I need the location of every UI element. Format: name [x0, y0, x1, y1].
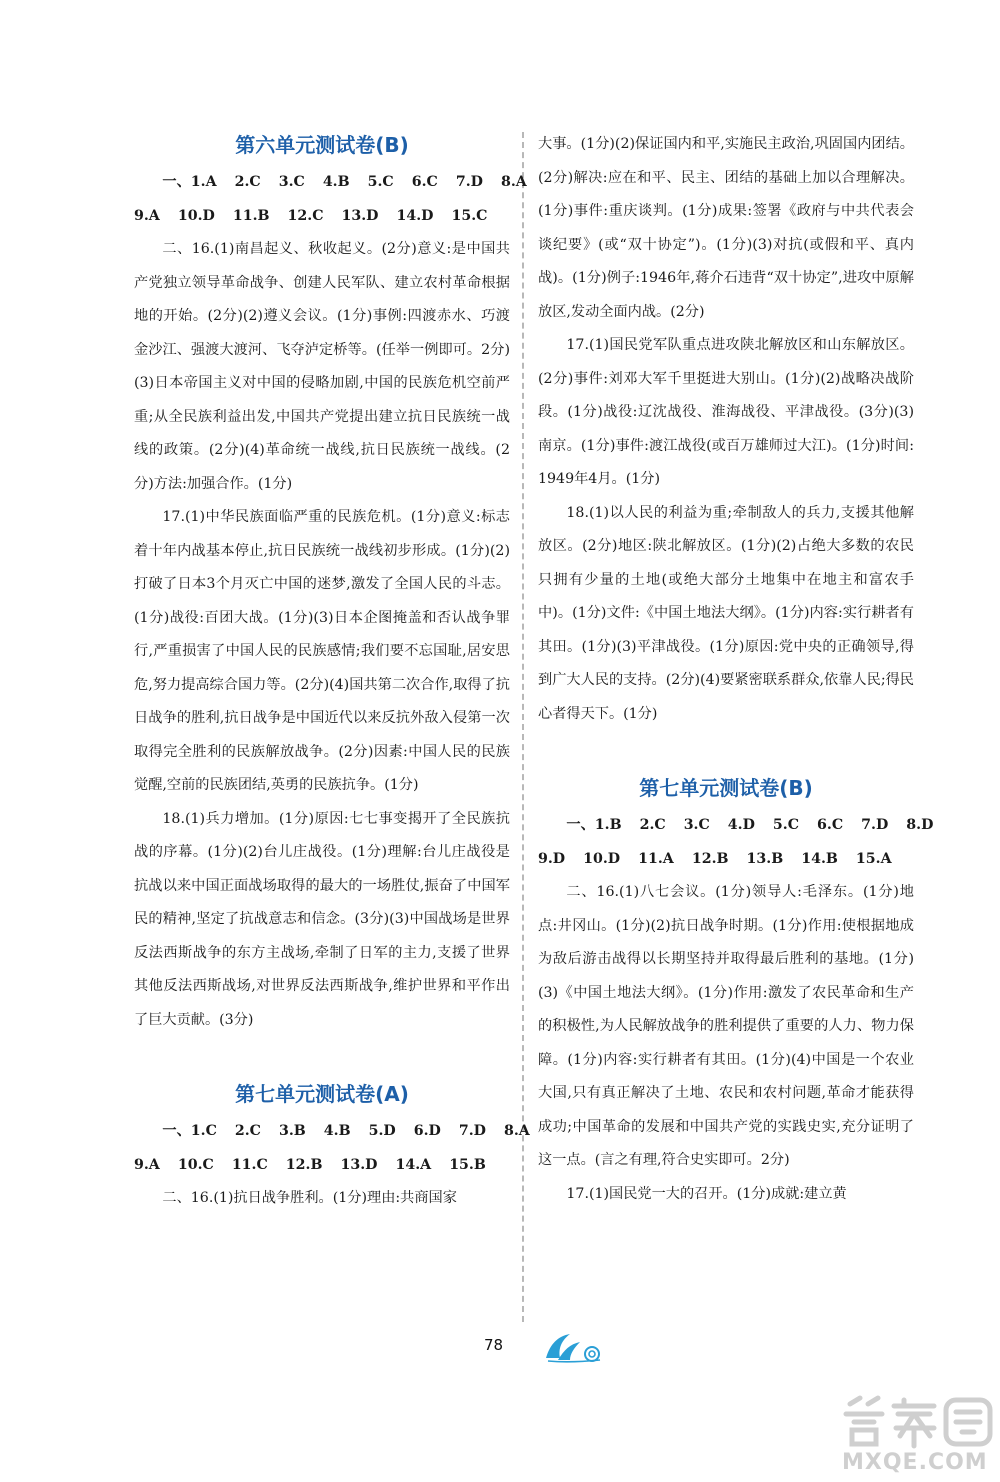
answer-item: 6.C	[817, 817, 844, 833]
section-7a-q18: 18.(1)以人民的利益为重;牵制敌人的兵力,支援其他解放区。(2分)地区:陕北解放区。(1分)(2)占绝大多数的农民只拥有少量的土地(或绝大部分土地集中在地主和富农手中)。(1分)文件:《中国土地法大纲》。(1分)内容:实行耕者有其田。(1分)(3)平津战役。(1分)原因:党中央的正确领导,得到广大人民的支持。(2分)(4)要紧密联系群众,依靠人民;得民心者得天下。(1分)	[538, 504, 914, 722]
section-7a-heading: 第七单元测试卷(A)	[235, 1082, 409, 1106]
answer-item: 7.D	[861, 817, 889, 833]
answer-item: 7.D	[455, 174, 483, 190]
answer-item: 3.C	[683, 817, 710, 833]
swirl-ornament-icon	[540, 1330, 612, 1364]
answer-item: 9.A	[134, 207, 160, 224]
watermark	[838, 1392, 998, 1478]
answer-item: 一、1.A	[162, 174, 217, 190]
answer-item: 一、1.B	[566, 817, 622, 833]
answer-item: 5.C	[367, 174, 394, 190]
answer-item: 5.C	[772, 817, 800, 833]
answer-item: 4.B	[323, 1123, 351, 1139]
answer-item: 15.B	[449, 1156, 486, 1173]
section-7b-q17-start: 17.(1)国民党一大的召开。(1分)成就:建立黄	[566, 1185, 847, 1202]
section-6b-q18: 18.(1)兵力增加。(1分)原因:七七事变揭开了全民族抗战的序幕。(1分)(2)台儿庄战役。(1分)理解:台儿庄战役是抗战以来中国正面战场取得的最大的一场胜仗,振奋了中国军民的精神,坚定了抗战意志和信念。(3分)(3)中国战场是世界反法西斯战争的东方主战场,牵制了日军的主力,支援了世界其他反法西斯战场,对世界反法西斯战争,维护世界和平作出了巨大贡献。(3分)	[134, 810, 510, 1028]
answer-item: 13.D	[341, 207, 379, 224]
answer-item: 2.C	[639, 817, 666, 833]
section-7b-heading: 第七单元测试卷(B)	[639, 776, 813, 800]
answer-item: 8.A	[500, 174, 527, 190]
answer-item: 14.D	[396, 207, 434, 224]
answer-item: 3.B	[278, 1123, 306, 1139]
answer-item: 2.C	[234, 1123, 261, 1139]
answer-row	[134, 166, 527, 200]
answer-item: 15.C	[451, 207, 488, 224]
answer-item: 9.A	[134, 1156, 160, 1173]
answer-item: 14.B	[801, 850, 838, 867]
answer-item: 12.B	[285, 1156, 323, 1173]
section-6b-choice-answers	[134, 166, 527, 233]
section-6b-heading: 第六单元测试卷(B)	[235, 133, 409, 157]
left-column	[134, 128, 530, 1216]
answer-row	[538, 809, 934, 843]
answer-item: 13.D	[340, 1156, 378, 1173]
right-column	[538, 128, 934, 1211]
section-7a-choice-answers	[134, 1115, 530, 1182]
answer-item: 6.D	[413, 1123, 441, 1139]
answer-item: 7.D	[458, 1123, 486, 1139]
answer-item: 4.B	[322, 174, 350, 190]
section-7b-q16: 二、16.(1)八七会议。(1分)领导人:毛泽东。(1分)地点:井冈山。(1分)(2)抗日战争时期。(1分)作用:使根据地成为敌后游击战得以长期坚持并取得最后胜利的基地。(1分)(3)《中国土地法大纲》。(1分)作用:激发了农民革命和生产的积极性,为人民解放战争的胜利提供了重要的人力、物力保障。(1分)内容:实行耕者有其田。(1分)(4)中国是一个农业大国,只有真正解决了土地、农民和农村问题,革命才能获得成功;中国革命的发展和中国共产党的实践史实,充分证明了这一点。(言之有理,符合史实即可。2分)	[538, 884, 914, 1168]
answer-item: 11.C	[231, 1156, 268, 1173]
answer-item: 11.B	[232, 207, 270, 224]
answer-item: 11.A	[638, 850, 674, 867]
answer-item: 15.A	[855, 850, 892, 867]
answer-row	[134, 200, 510, 234]
answer-item: 4.D	[727, 817, 755, 833]
answer-item: 13.B	[746, 850, 784, 867]
section-7a-q16-start: 二、16.(1)抗日战争胜利。(1分)理由:共商国家	[162, 1190, 457, 1206]
section-6b-q17: 17.(1)中华民族面临严重的民族危机。(1分)意义:标志着十年内战基本停止,抗日民族统一战线初步形成。(1分)(2)打破了日本3个月灭亡中国的迷梦,激发了全国人民的斗志。(1分)战役:百团大战。(1分)(3)日本企图掩盖和否认战争罪行,严重损害了中国人民的民族感情;我们要不忘国耻,居安思危,努力提高综合国力等。(2分)(4)国共第二次合作,取得了抗日战争的胜利,抗日战争是中国近代以来反抗外敌入侵第一次取得完全胜利的民族解放战争。(2分)因素:中国人民的民族觉醒,空前的民族团结,英勇的民族抗争。(1分)	[134, 509, 510, 793]
answer-item: 9.D	[538, 850, 566, 867]
section-7b-choice-answers	[538, 809, 934, 876]
answer-item: 8.A	[503, 1123, 530, 1139]
answer-row	[134, 1115, 530, 1149]
answer-item: 5.D	[368, 1123, 396, 1139]
answer-item: 10.C	[177, 1156, 214, 1173]
section-7a-q16-continued: 大事。(1分)(2)保证国内和平,实施民主政治,巩固国内团结。(2分)解决:应在和平、民主、团结的基础上加以合理解决。(1分)事件:重庆谈判。(1分)成果:签署《政府与中共代表会谈纪要》(或“双十协定”)。(1分)(3)对抗(或假和平、真内战)。(1分)例子:1946年,蒋介石违背“双十协定”,进攻中原解放区,发动全面内战。(2分)	[538, 136, 914, 320]
answer-item: 10.D	[177, 207, 215, 224]
page-number: 78	[484, 1336, 504, 1354]
answer-item: 2.C	[234, 174, 261, 190]
answer-row	[538, 843, 914, 877]
section-7a-q17: 17.(1)国民党军队重点进攻陕北解放区和山东解放区。(2分)事件:刘邓大军千里挺进大别山。(1分)(2)战略决战阶段。(1分)战役:辽沈战役、淮海战役、平津战役。(3分)(3)南京。(1分)事件:渡江战役(或百万雄师过大江)。(1分)时间:1949年4月。(1分)	[538, 337, 914, 487]
answer-item: 10.D	[583, 850, 621, 867]
answer-item: 一、1.C	[162, 1123, 217, 1139]
answer-item: 12.B	[691, 850, 729, 867]
answer-item: 14.A	[395, 1156, 432, 1173]
answer-item: 8.D	[906, 817, 934, 833]
answer-item: 6.C	[411, 174, 438, 190]
answer-row	[134, 1149, 510, 1183]
watermark-url: MXQE.COM	[842, 1450, 988, 1475]
answer-item: 3.C	[278, 174, 305, 190]
section-6b-q16: 二、16.(1)南昌起义、秋收起义。(2分)意义:是中国共产党独立领导革命战争、创建人民军队、建立农村革命根据地的开始。(2分)(2)遵义会议。(1分)事例:四渡赤水、巧渡金沙江、强渡大渡河、飞夺泸定桥等。(任举一例即可。2分)(3)日本帝国主义对中国的侵略加剧,中国的民族危机空前严重;从全民族利益出发,中国共产党提出建立抗日民族统一战线的政策。(2分)(4)革命统一战线,抗日民族统一战线。(2分)方法:加强合作。(1分)	[134, 241, 510, 492]
answer-item: 12.C	[287, 207, 324, 224]
